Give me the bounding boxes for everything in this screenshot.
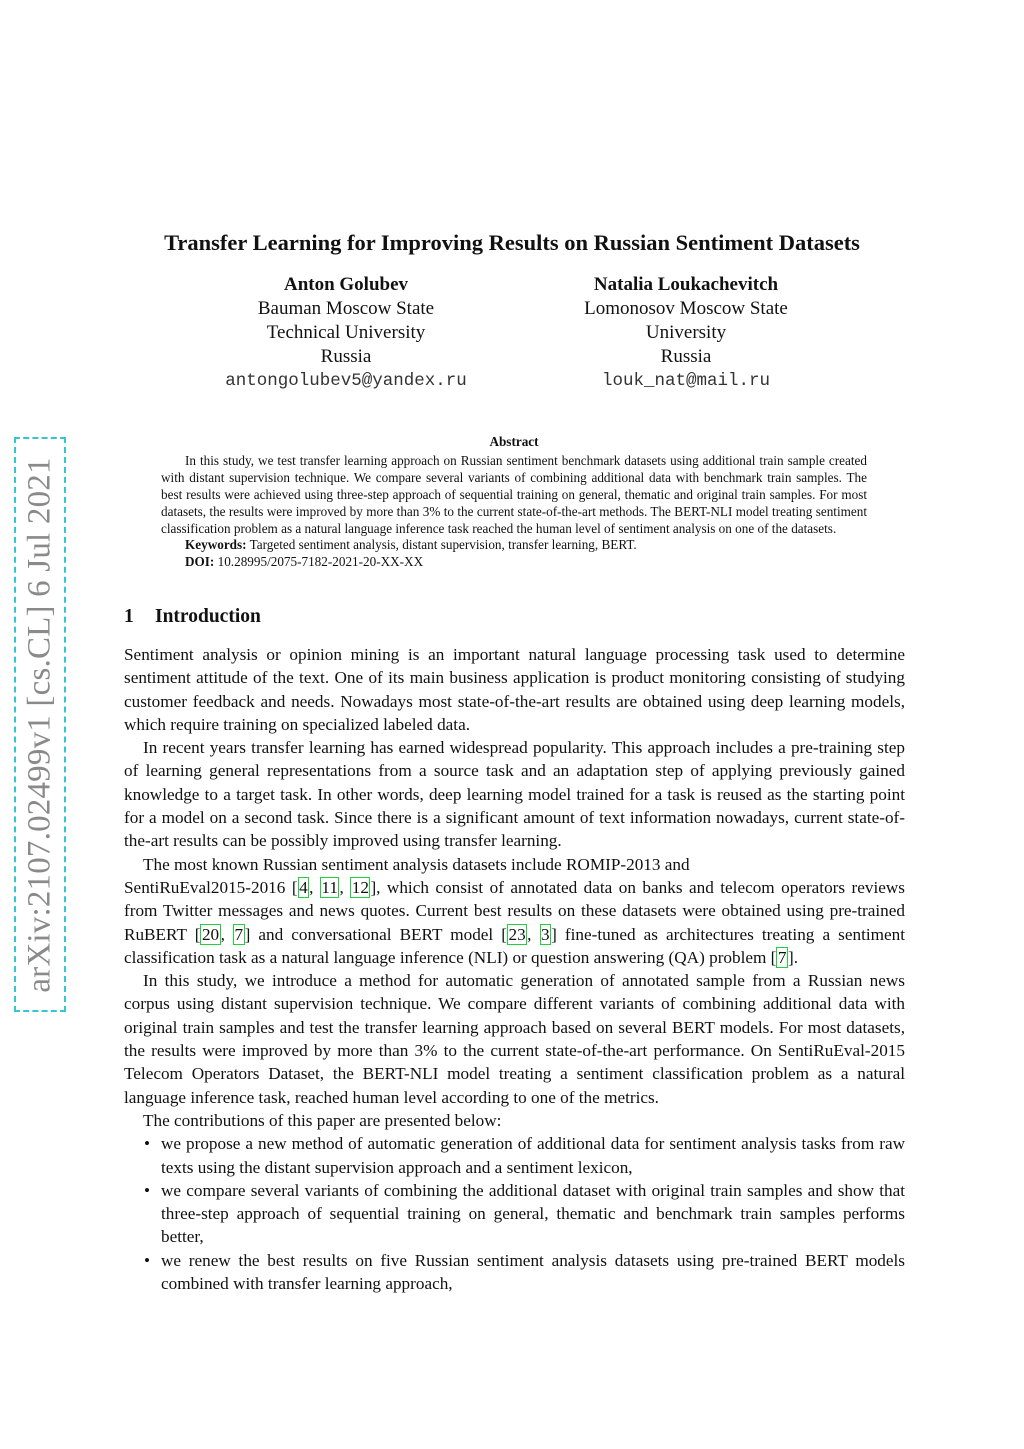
paragraph-text: ].: [788, 947, 799, 967]
citation-separator: ,: [339, 877, 351, 897]
citation-link[interactable]: 4: [299, 877, 308, 897]
paragraph: Sentiment analysis or opinion mining is an important natural language processing task used to determine sentiment attitude of the text. One of its main business application is product monitoring consisting of studying customer feedback and needs. Nowadays most state-of-the-art results are obtained using deep learning models, which require training on specialized labeled data.: [124, 645, 905, 734]
citation-link[interactable]: 7: [234, 924, 244, 944]
body-text: [124, 643, 905, 1295]
paragraph-text: SentiRuEval2015-2016 [: [124, 877, 298, 897]
citation-link[interactable]: 7: [777, 947, 787, 967]
author-affiliation: Technical University: [266, 322, 426, 343]
author-block-2: [555, 273, 817, 393]
arxiv-identifier[interactable]: arXiv:2107.02499v1 [cs.CL] 6 Jul 2021: [21, 456, 58, 993]
author-affiliation: Bauman Moscow State: [257, 298, 435, 319]
keywords-text: Targeted sentiment analysis, distant supervision, transfer learning, BERT.: [249, 537, 637, 553]
author-block-1: [200, 273, 492, 393]
keywords: [161, 537, 867, 554]
author-country: Russia: [320, 346, 372, 367]
author-name: Natalia Loukachevitch: [593, 274, 779, 295]
paragraph: [124, 876, 905, 969]
paragraph: In recent years transfer learning has earned widespread popularity. This approach includes a pre-training step of learning general representations from a source task and an adaptation step of applying previously gained knowledge to a target task. In other words, deep learning model trained for a task is reused as the starting point for a model on a second task. Since there is a significant amount of text information nowadays, current state-of-the-art results can be possibly improved using transfer learning.: [124, 738, 905, 851]
list-item: • we renew the best results on five Russian sentiment analysis datasets using pre-trained BERT models combined with transfer learning approach,: [124, 1249, 905, 1296]
doi-label: DOI:: [185, 554, 215, 570]
list-item: • we propose a new method of automatic generation of additional data for sentiment analysis tasks from raw texts using the distant supervision approach and a sentiment lexicon,: [124, 1132, 905, 1179]
citation-link[interactable]: 20: [201, 924, 220, 944]
contributions-list: [124, 1132, 905, 1295]
author-email[interactable]: louk_nat@mail.ru: [601, 371, 771, 391]
author-email[interactable]: antongolubev5@yandex.ru: [225, 371, 467, 391]
paper-title: Transfer Learning for Improving Results on Russian Sentiment Datasets: [164, 230, 860, 255]
author-name: Anton Golubev: [283, 274, 409, 295]
section-number: 1: [124, 606, 134, 627]
keywords-label: Keywords:: [185, 537, 247, 553]
paragraph: The contributions of this paper are presented below:: [143, 1110, 502, 1130]
list-item: • we compare several variants of combining the additional dataset with original train samples and show that three-step approach of sequential training on general, thematic and benchmark train samples performs better,: [124, 1179, 905, 1249]
citation-separator: ,: [527, 924, 540, 944]
author-country: Russia: [660, 346, 712, 367]
citation-link[interactable]: 3: [541, 924, 550, 944]
citation-separator: ,: [309, 877, 320, 897]
doi: [161, 554, 867, 571]
paragraph-line: The most known Russian sentiment analysis datasets include ROMIP-2013 and: [143, 854, 690, 874]
citation-link[interactable]: 11: [321, 877, 338, 897]
section-title: Introduction: [155, 606, 261, 627]
paragraph-text: ] and conversational BERT model [: [244, 924, 507, 944]
author-affiliation: University: [645, 322, 727, 343]
author-affiliation: Lomonosov Moscow State: [584, 298, 788, 319]
paragraph: In this study, we introduce a method for automatic generation of annotated sample from a Russian news corpus using distant supervision technique. We compare different variants of combining additional data with original train samples and test the transfer learning approach based on several BERT models. For most datasets, the results were improved by more than 3% to the current state-of-the-art performance. On SentiRuEval-2015 Telecom Operators Dataset, the BERT-NLI model treating a sentiment classification problem as a natural language inference task, reached human level according to one of the metrics.: [124, 971, 905, 1107]
paragraph-text: ], which consist of annotated data on banks and telecom operators reviews from Twitter messages and news quotes. Current best results on these datasets were obtained using pre-trained RuBERT [: [124, 877, 905, 944]
section-heading: [124, 606, 261, 628]
abstract: [161, 434, 867, 571]
paragraph-text: ] fine-tuned as architectures treating a sentiment classification task as a natural language inference (NLI) or question answering (QA) problem [: [124, 924, 905, 967]
abstract-heading: Abstract: [489, 434, 539, 449]
citation-separator: ,: [220, 924, 233, 944]
arxiv-stamp: [14, 437, 66, 1012]
abstract-text: In this study, we test transfer learning approach on Russian sentiment benchmark datasets using additional train sample created with distant supervision technique. We compare several variants of combining additional data with benchmark train samples. The best results were achieved using three-step approach of sequential training on general, thematic and original train samples. For most datasets, the results were improved by more than 3% to the current state-of-the-art methods. The BERT-NLI model treating sentiment classification problem as a natural language inference task reached the human level of sentiment analysis on one of the datasets.: [161, 452, 867, 536]
citation-link[interactable]: 12: [351, 877, 369, 897]
doi-value: 10.28995/2075-7182-2021-20-XX-XX: [217, 554, 424, 570]
citation-link[interactable]: 23: [508, 924, 526, 944]
